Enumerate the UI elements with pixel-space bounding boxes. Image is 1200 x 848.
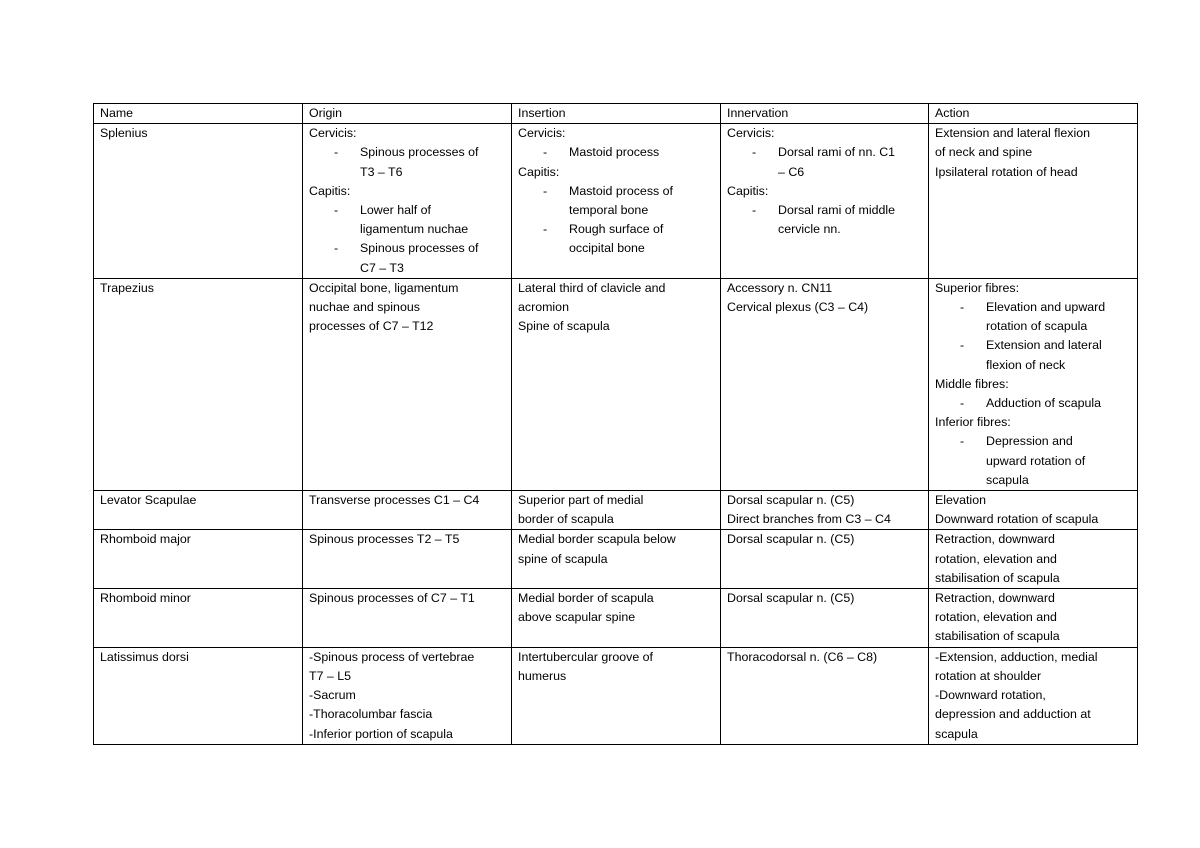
- dash-list: [935, 298, 1133, 375]
- dash-list: [309, 143, 507, 181]
- cell-text-line: scapula: [935, 726, 978, 741]
- dash-list: [727, 201, 924, 239]
- cell-text-line: depression and adduction at: [935, 707, 1091, 722]
- origin-cell: [303, 647, 512, 744]
- cell-text-line: rotation at shoulder: [935, 668, 1042, 683]
- cell-text-line: Direct branches from C3 – C4: [727, 512, 891, 527]
- cell-text-line: Occipital bone, ligamentum: [309, 280, 459, 295]
- cell-text-line: border of scapula: [518, 512, 614, 527]
- action-cell: [929, 491, 1138, 530]
- list-item-line: - Elevation and upward: [986, 300, 1106, 315]
- list-item-line: - Dorsal rami of nn. C1: [778, 145, 896, 160]
- header-innervation: Innervation: [721, 104, 929, 124]
- cell-text-line: Spine of scapula: [518, 319, 610, 334]
- cell-text-line: -Inferior portion of scapula: [309, 726, 453, 741]
- header-row: [94, 104, 1138, 124]
- header-action: Action: [929, 104, 1138, 124]
- cell-text-line: Retraction, downward: [935, 532, 1055, 547]
- innervation-cell: [721, 589, 929, 648]
- cell-text-line: Thoracodorsal n. (C6 – C8): [727, 649, 878, 664]
- cell-text-line: above scapular spine: [518, 610, 636, 625]
- cell-text-line: Medial border of scapula: [518, 591, 654, 606]
- origin-cell: [303, 278, 512, 490]
- table-row: [94, 491, 1138, 530]
- list-item-line: C7 – T3: [360, 260, 404, 275]
- dash-list-item: [518, 220, 716, 258]
- action-cell: [929, 647, 1138, 744]
- cell-text-line: Superior part of medial: [518, 493, 644, 508]
- muscle-name-cell: Latissimus dorsi: [94, 647, 303, 744]
- origin-cell: [303, 491, 512, 530]
- innervation-cell: [721, 491, 929, 530]
- insertion-cell: [512, 647, 721, 744]
- table-row: [94, 589, 1138, 648]
- dash-list-item: [309, 201, 507, 239]
- muscle-name-cell: Rhomboid major: [94, 530, 303, 589]
- cell-text-line: -Thoracolumbar fascia: [309, 707, 433, 722]
- insertion-cell: [512, 491, 721, 530]
- cell-text-line: Downward rotation of scapula: [935, 512, 1099, 527]
- action-cell: [929, 278, 1138, 490]
- insertion-cell: [512, 589, 721, 648]
- innervation-cell: [721, 278, 929, 490]
- dash-list: [518, 143, 716, 162]
- muscle-name-cell: Levator Scapulae: [94, 491, 303, 530]
- cell-text-line: -Spinous process of vertebrae: [309, 649, 475, 664]
- cell-text-line: spine of scapula: [518, 551, 608, 566]
- cell-text-line: Extension and lateral flexion: [935, 126, 1090, 141]
- table-row: [94, 530, 1138, 589]
- origin-cell: [303, 124, 512, 279]
- table-row: [94, 124, 1138, 279]
- cell-text-line: Cervicis:: [518, 126, 566, 141]
- action-cell: [929, 530, 1138, 589]
- list-item-line: rotation of scapula: [986, 319, 1088, 334]
- cell-text-line: Lateral third of clavicle and: [518, 280, 666, 295]
- cell-text-line: Retraction, downward: [935, 591, 1055, 606]
- dash-list: [518, 182, 716, 259]
- list-item-line: - Lower half of: [360, 203, 431, 218]
- list-item-line: ligamentum nuchae: [360, 222, 469, 237]
- cell-text-line: Dorsal scapular n. (C5): [727, 591, 855, 606]
- list-item-line: - Mastoid process: [569, 145, 660, 160]
- dash-list: [935, 432, 1133, 490]
- list-item-line: - Adduction of scapula: [986, 396, 1102, 411]
- cell-text-line: Spinous processes T2 – T5: [309, 532, 460, 547]
- list-item-line: flexion of neck: [986, 357, 1066, 372]
- cell-text-line: Capitis:: [727, 183, 769, 198]
- cell-text-line: rotation, elevation and: [935, 610, 1057, 625]
- list-item-line: - Spinous processes of: [360, 145, 479, 160]
- cell-text-line: Elevation: [935, 493, 986, 508]
- cell-text-line: of neck and spine: [935, 145, 1033, 160]
- list-item-line: upward rotation of: [986, 453, 1086, 468]
- cell-text-line: stabilisation of scapula: [935, 570, 1060, 585]
- cell-text-line: Capitis:: [309, 183, 351, 198]
- cell-text-line: Middle fibres:: [935, 376, 1009, 391]
- action-cell: [929, 589, 1138, 648]
- cell-text-line: T7 – L5: [309, 668, 352, 683]
- innervation-cell: [721, 647, 929, 744]
- cell-text-line: Cervicis:: [309, 126, 357, 141]
- dash-list: [935, 394, 1133, 413]
- muscle-table: [93, 103, 1138, 745]
- header-name: Name: [94, 104, 303, 124]
- dash-list-item: [935, 336, 1133, 374]
- insertion-cell: [512, 278, 721, 490]
- dash-list-item: [727, 201, 924, 239]
- list-item-line: - Spinous processes of: [360, 241, 479, 256]
- cell-text-line: rotation, elevation and: [935, 551, 1057, 566]
- cell-text-line: nuchae and spinous: [309, 300, 420, 315]
- cell-text-line: -Downward rotation,: [935, 688, 1046, 703]
- list-item-line: - Dorsal rami of middle: [778, 203, 896, 218]
- list-item-line: T3 – T6: [360, 164, 403, 179]
- dash-list-item: [935, 432, 1133, 490]
- cell-text-line: Cervical plexus (C3 – C4): [727, 300, 869, 315]
- list-item-line: cervicle nn.: [778, 222, 841, 237]
- dash-list-item: [935, 394, 1133, 413]
- cell-text-line: Dorsal scapular n. (C5): [727, 532, 855, 547]
- cell-text-line: Accessory n. CN11: [727, 280, 833, 295]
- innervation-cell: [721, 124, 929, 279]
- insertion-cell: [512, 124, 721, 279]
- cell-text-line: acromion: [518, 300, 569, 315]
- list-item-line: - Rough surface of: [569, 222, 664, 237]
- cell-text-line: -Extension, adduction, medial: [935, 649, 1098, 664]
- list-item-line: - Mastoid process of: [569, 183, 673, 198]
- dash-list-item: [727, 143, 924, 181]
- insertion-cell: [512, 530, 721, 589]
- table-body: [94, 124, 1138, 745]
- cell-text-line: Medial border scapula below: [518, 532, 676, 547]
- list-item-line: scapula: [986, 472, 1029, 487]
- muscle-name-cell: Rhomboid minor: [94, 589, 303, 648]
- dash-list-item: [309, 143, 507, 181]
- dash-list: [309, 201, 507, 278]
- list-item-line: - Extension and lateral: [986, 338, 1102, 353]
- table-row: [94, 647, 1138, 744]
- dash-list-item: [309, 239, 507, 277]
- cell-text-line: -Sacrum: [309, 688, 356, 703]
- cell-text-line: Transverse processes C1 – C4: [309, 493, 480, 508]
- list-item-line: occipital bone: [569, 241, 645, 256]
- cell-text-line: humerus: [518, 668, 567, 683]
- innervation-cell: [721, 530, 929, 589]
- cell-text-line: Spinous processes of C7 – T1: [309, 591, 475, 606]
- muscle-name-cell: Splenius: [94, 124, 303, 279]
- header-origin: Origin: [303, 104, 512, 124]
- dash-list-item: [518, 143, 716, 162]
- cell-text-line: Intertubercular groove of: [518, 649, 653, 664]
- cell-text-line: Dorsal scapular n. (C5): [727, 493, 855, 508]
- cell-text-line: stabilisation of scapula: [935, 629, 1060, 644]
- origin-cell: [303, 530, 512, 589]
- cell-text-line: Capitis:: [518, 164, 560, 179]
- cell-text-line: Inferior fibres:: [935, 415, 1011, 430]
- list-item-line: - Depression and: [986, 434, 1073, 449]
- table-row: [94, 278, 1138, 490]
- muscle-name-cell: Trapezius: [94, 278, 303, 490]
- cell-text-line: Superior fibres:: [935, 280, 1020, 295]
- header-insertion: Insertion: [512, 104, 721, 124]
- list-item-line: – C6: [778, 164, 805, 179]
- action-cell: [929, 124, 1138, 279]
- origin-cell: [303, 589, 512, 648]
- dash-list: [727, 143, 924, 181]
- cell-text-line: Cervicis:: [727, 126, 775, 141]
- cell-text-line: processes of C7 – T12: [309, 319, 434, 334]
- dash-list-item: [935, 298, 1133, 336]
- list-item-line: temporal bone: [569, 203, 649, 218]
- dash-list-item: [518, 182, 716, 220]
- cell-text-line: Ipsilateral rotation of head: [935, 164, 1078, 179]
